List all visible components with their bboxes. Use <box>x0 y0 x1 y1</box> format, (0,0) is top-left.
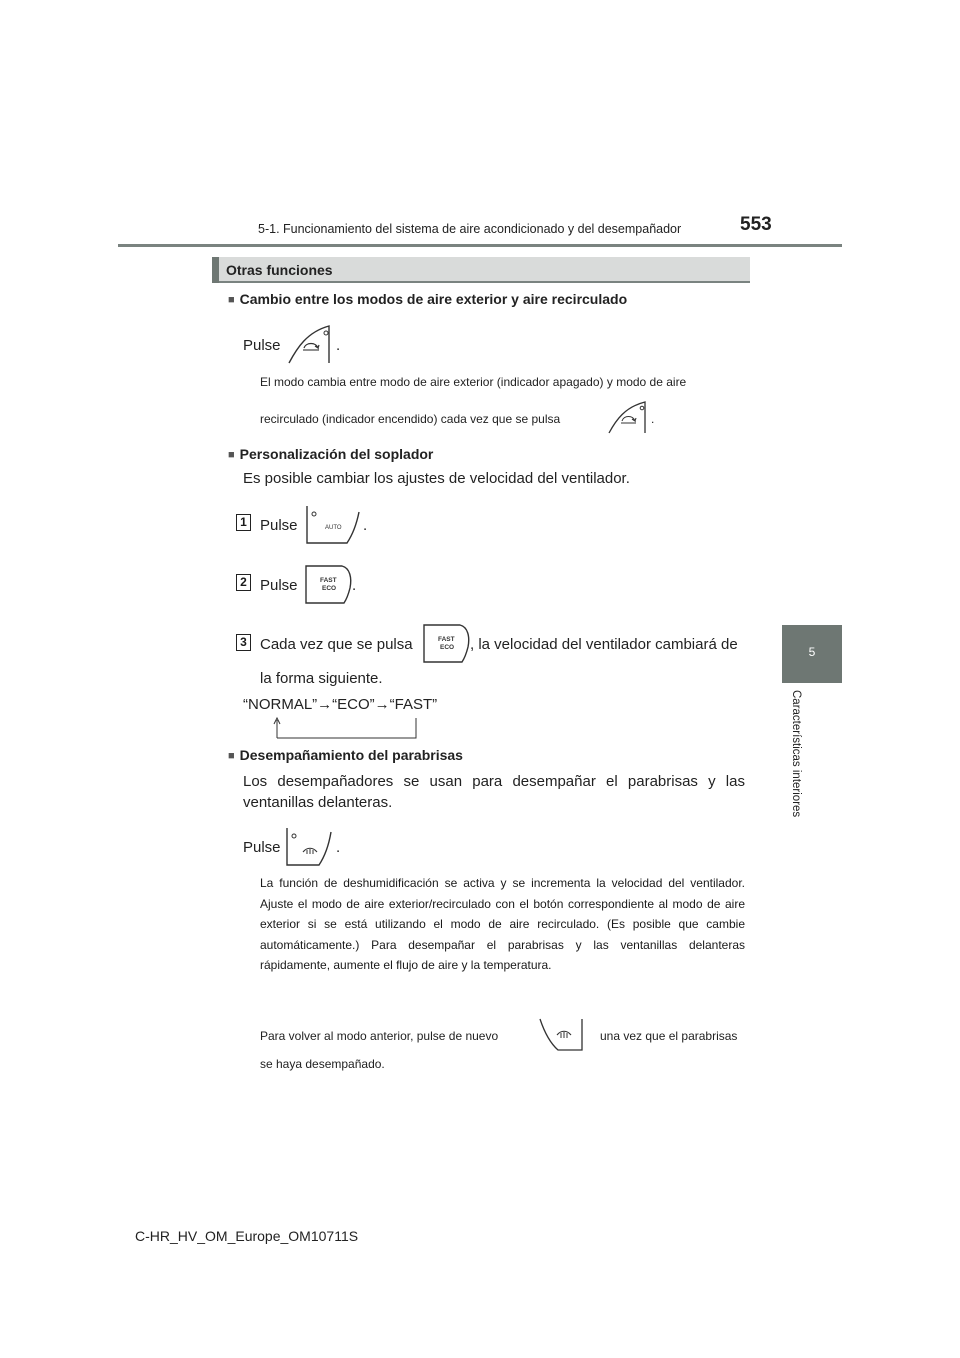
windshield-period: . <box>336 839 341 856</box>
recirc-note-line2: recirculado (indicador encendido) cada vez que se pulsa <box>260 412 561 426</box>
windshield-return-after: una vez que el parabrisas <box>600 1029 738 1043</box>
sequence-loop-arrow <box>270 716 422 740</box>
chapter-title: 5-1. Funcionamiento del sistema de aire acondicionado y del desempañador <box>258 222 682 236</box>
step-1-period: . <box>363 517 368 534</box>
blower-intro: Es posible cambiar los ajustes de velocidad del ventilador. <box>243 470 630 487</box>
windshield-return-before: Para volver al modo anterior, pulse de nuevo <box>260 1029 499 1043</box>
step-number-1: 1 <box>236 514 251 531</box>
recirc-note-period: . <box>651 412 655 426</box>
recirc-note-line1: El modo cambia entre modo de aire exterior (indicador apagado) y modo de aire <box>260 375 687 389</box>
step-2-period: . <box>352 577 357 594</box>
step-number-2: 2 <box>236 574 251 591</box>
page-number: 553 <box>740 214 772 235</box>
windshield-intro: Los desempañadores se usan para desempañar el parabrisas y las ventanillas delanteras. <box>243 773 745 811</box>
eco-label: ECO <box>322 585 337 592</box>
fast-label: FAST <box>320 577 337 584</box>
windshield-return-line2: se haya desempañado. <box>260 1057 385 1071</box>
section-header <box>212 257 750 283</box>
step-3-text-after: , la velocidad del ventilador cambiará de <box>470 636 738 653</box>
windshield-pulse-text: Pulse <box>243 839 281 856</box>
step-number-3: 3 <box>236 634 251 651</box>
chapter-tab[interactable] <box>782 625 842 683</box>
recirc-pulse-text: Pulse <box>243 337 281 354</box>
auto-label: AUTO <box>325 525 342 531</box>
document-id: C-HR_HV_OM_Europe_OM10711S <box>135 1228 359 1244</box>
recirc-period: . <box>336 337 341 354</box>
chapter-tab-number: 5 <box>808 645 816 659</box>
fast-eco-button-icon <box>304 564 357 604</box>
windshield-heading: ■ Desempañamiento del parabrisas <box>228 747 463 763</box>
windshield-defogger-button-icon <box>285 826 333 866</box>
header-divider <box>118 244 842 247</box>
recirc-heading: ■ Cambio entre los modos de aire exterior y aire recirculado <box>228 291 627 307</box>
speed-sequence: “NORMAL”→“ECO”→“FAST” <box>243 696 438 713</box>
windshield-note: La función de deshumidificación se activa y se incrementa la velocidad del ventilador. Ajuste el modo de aire exterior/recirculado con el botón correspondiente al modo de aire exterior si se está utilizando el modo de aire recirculado. (Es posible que cambie automáticamente.) Para desempañar el parabrisas y las ventanillas delanteras rápidamente, aumente el flujo de aire y la temperatura. <box>260 876 745 972</box>
fast-label: FAST <box>438 636 455 643</box>
step-3-text-before: Cada vez que se pulsa <box>260 636 413 653</box>
blower-heading: ■ Personalización del soplador <box>228 446 433 462</box>
auto-button-icon <box>305 504 361 544</box>
section-title: Otras funciones <box>226 262 333 278</box>
step-3-text-line2: la forma siguiente. <box>260 670 383 687</box>
fast-eco-button-icon <box>422 623 472 663</box>
step-2-text: Pulse <box>260 577 298 594</box>
chapter-tab-label: Características interiores <box>790 690 802 818</box>
eco-label: ECO <box>440 644 455 651</box>
recirculation-button-icon <box>285 324 333 364</box>
recirculation-button-icon <box>606 400 648 434</box>
step-1-text: Pulse <box>260 517 298 534</box>
windshield-defogger-button-icon <box>538 1017 584 1051</box>
